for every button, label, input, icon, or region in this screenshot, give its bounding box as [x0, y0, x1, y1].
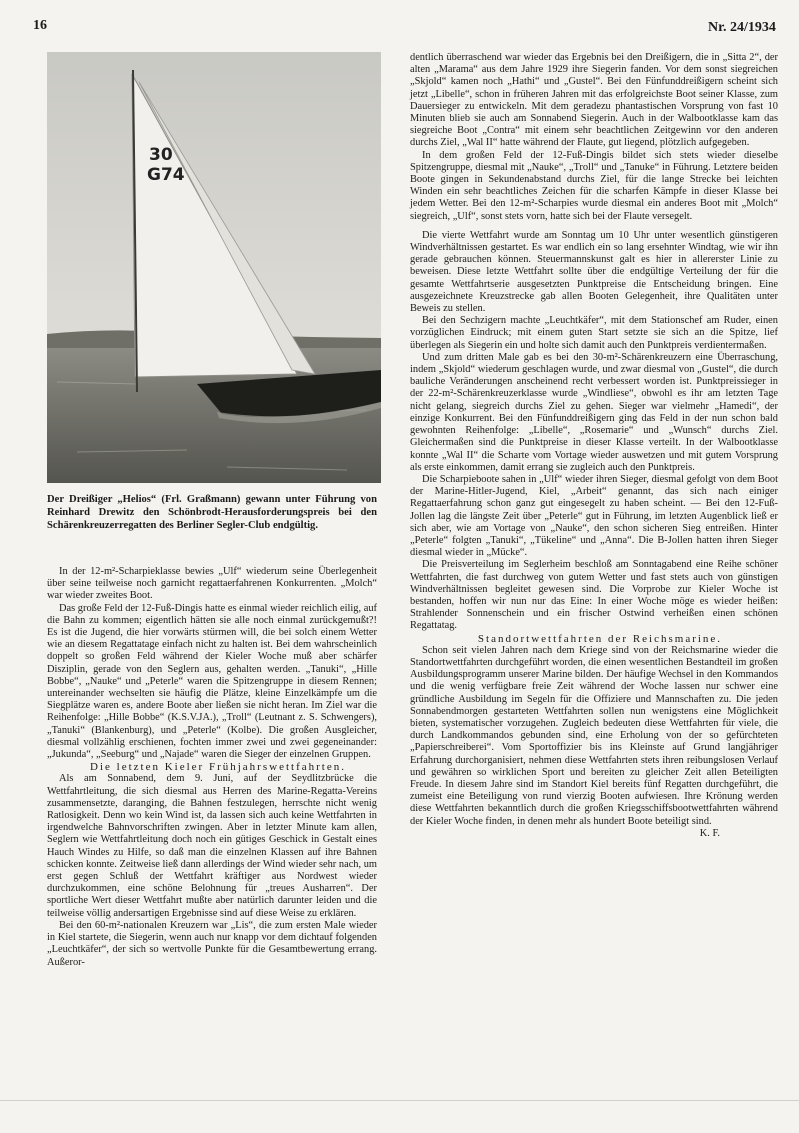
- page-number: 16: [33, 18, 47, 33]
- paragraph: In dem großen Feld der 12-Fuß-Dingis bildet sich stets wieder dieselbe Spitzengruppe, diesmal mit „Nauke“, „Troll“ und „Tanuke“ in Führung. Letztere beiden Boote gingen in Sekundenabstand durchs Ziel, für die lange Strecke bei leichten Winden ein sehr beachtliches Zeichen für die scharfen Kämpfe in dieser Klasse bei jedem Wetter. Bei den 12-m²-Scharpies wurde diesmal ein anderes Boot mit „Molch“ siegreich, „Ulf“, sonst stets vorn, hatte sich bei der Flaute versegelt.: [410, 149, 778, 222]
- paragraph: Schon seit vielen Jahren nach dem Kriege sind von der Reichsmarine wieder die Standortwettfahrten durchgeführt worden, die einen wesentlichen Bestandteil im großen Ausbildungsprogramm unserer Marine bilden. Der häufige Wechsel in den Kommandos und die wenig verfügbare freie Zeit während der Woche lassen nur schwer eine gründliche Ausbildung im Segeln für die Offiziere und Mannschaften zu. Die jeden Sonnabendmorgen gestarteten Wettfahrten sollen nun wenigstens eine Möglichkeit bieten, systematischer vorzugehen. Zugleich bedeuten diese Wettfahrten für viele, die durch Landkommandos gebunden sind, eine Erholung von der so gefürchteten „Papierschreiberei“. Vom Sportoffizier bis ins Kleinste auf Grund langjähriger Erfahrung durchorganisiert, nehmen diese Wettfahrten stets ihren reibungslosen Verlauf und gewähren so wirklichen Sport und bereiten zu gleicher Zeit allen Beteiligten Freude. In diesem Jahre sind im Standort Kiel bereits fünf Regatten durchgeführt, die zumeist eine Beteiligung von rund vierzig Booten aufwiesen. Ihre Krönung werden diese Wettfahrten bekanntlich durch die großen Kriegsschiffsbootwettfahrten während der Kieler Woche finden, in denen mehr als hundert Boote beteiligt sind.: [410, 644, 778, 827]
- photo-caption: Der Dreißiger „Helios“ (Frl. Graßmann) gewann unter Führung von Reinhard Drewitz den Schönbrodt-Herausforderungspreis bei den Schärenkreuzerregatten des Berliner Segler-Club endgültig.: [47, 494, 377, 531]
- paragraph: Die Scharpieboote sahen in „Ulf“ wieder ihren Sieger, diesmal gefolgt von dem Boot der Marine-Hitler-Jugend, Kiel, „Arbeit“ genannt, das sich nach einiger Regattaerfahrung schon ganz gut eingesegelt zu haben scheint. — Bei den 12-Fuß-Jollen lag die längste Zeit über „Peterle“ gut in Führung, im letzten Augenblick ließ er sich aber, wie am Vortage von „Nauke“, den schon sicheren Sieg entreißen. Hinter „Peterle“ folgten „Tanuki“, „Tükeline“ und „Anna“. Die B-Jollen hatten ihren Sieger diesmal wieder in „Mücke“.: [410, 473, 778, 559]
- paragraph: Bei den Sechzigern machte „Leuchtkäfer“, mit dem Stationschef am Ruder, einen vorzüglichen Eindruck; mit einem guten Start setzte sie sich an die Spitze, lief überlegen als Siegerin ein und holte sich damit auch den Punktpreis verdientermaßen.: [410, 315, 778, 351]
- section-heading: Die letzten Kieler Frühjahrswettfahrten.: [90, 761, 346, 774]
- sail-number-bottom: G74: [147, 165, 185, 185]
- paragraph: Die Preisverteilung im Seglerheim beschloß am Sonntagabend eine Reihe schöner Wettfahrten, die fast durchweg von gutem Wetter und fast stets auch von günstigen Windverhältnissen begleitet gewesen sind. Die Vorprobe zur Kieler Woche ist bestanden, hoffen wir nun nur das Eine: In einer Woche möge es wieder heißen: Strahlender Sonnenschein und ein frischer Ostwind verheißen einen schönen Regattatag.: [410, 559, 778, 632]
- left-column: [47, 566, 377, 969]
- issue-number: Nr. 24/1934: [708, 20, 776, 35]
- author-signature: K. F.: [699, 827, 720, 839]
- paragraph: Als am Sonnabend, dem 9. Juni, auf der Seydlitzbrücke die Wettfahrtleitung, die sich diesmal aus Herren des Marine-Regatta-Vereins zusammensetzte, daranging, die Bahnen festzulegen, herrschte nicht wenig Ratlosigkeit. Denn wo kein Wind ist, da lassen sich auch keine Wettfahrten in irgendwelche Bahnvorschriften zwingen. Aber in letzter Minute kam allen, Seglern wie Wettfahrtleitung doch noch ein gütiges Geschick in Gestalt eines Hauch Windes zu Hilfe, so daß man die einzelnen Klassen auf ihre Bahnen schicken konnte. Zeitweise ließ dann allerdings der Wind wieder sehr nach, um erst gegen Schluß der Wettfahrt kräftiger aus Nordwest wieder durchzukommen, eine schöne Belohnung für „treues Ausharren“. Der sportliche Wert dieser Wettfahrt mußte aber natürlich darunter leiden und die teilweise völlig andersartigen Ergebnisse sind auf diese Weise zu erklären.: [47, 773, 377, 919]
- right-column: [410, 52, 778, 840]
- paragraph: Und zum dritten Male gab es bei den 30-m²-Schärenkreuzern eine Überraschung, indem „Skjold“ wiederum geschlagen wurde, und zwar diesmal von „Gustel“, die durch bauliche Veränderungen anscheinend recht verbessert worden ist. Punktpreissieger in der 22-m²-Schärenkreuzerklasse wurde „Windliese“, obwohl es ihr am letzten Tage nicht gelang, siegreich durchs Ziel zu gehen. Sieger war vielmehr „Hamedi“, der einzige Konkurrent. Bei den Fünfunddreißigern ging das Feld in der nun schon bald gewohnten Reihenfolge: „Libelle“, „Rosemarie“ und „Wunsch“ durchs Ziel. Gleichermaßen sind die Punktpreise in dieser Klasse verteilt. In der Walbootklasse konnte „Wal II“ die Scharte vom Vortage wieder auswetzen und mit gutem Vorsprung als erste einkommen, damit errang sie zugleich auch den Punktpreis.: [410, 351, 778, 473]
- paragraph: Bei den 60-m²-nationalen Kreuzern war „Lis“, die zum ersten Male wieder in Kiel startete, die Siegerin, wenn auch nur knapp vor dem dichtauf folgenden „Leuchtkäfer“, der sich so wertvolle Punkte für die Gesamtbewertung errang. Außeror-: [47, 919, 377, 968]
- sailboat-photo: [47, 52, 381, 483]
- paragraph: Die vierte Wettfahrt wurde am Sonntag um 10 Uhr unter wesentlich günstigeren Windverhältnissen gestartet. Es war endlich ein so lang ersehnter Windtag, wie wir ihn gerade gebrauchen können. Steuermannskunst galt es hier in allererster Linie zu beweisen. Diese letzte Wettfahrt sollte über die endgültige Verteilung der für die gesamte Wettfahrtserie ausgesetzten Punktpreise die Entscheidung bringen. Eine ausgezeichnete Kreuzstrecke gab allen Booten Gelegenheit, ihre Qualitäten unter Beweis zu stellen.: [410, 229, 778, 315]
- page-bottom-edge: [0, 1100, 799, 1101]
- sail-number-top: 30: [149, 145, 173, 165]
- paragraph: In der 12-m²-Scharpieklasse bewies „Ulf“ wiederum seine Überlegenheit über seine teilweise noch garnicht regattaerfahrenen Konkurrenten. „Molch“ war wieder zweites Boot.: [47, 566, 377, 602]
- paragraph: dentlich überraschend war wieder das Ergebnis bei den Dreißigern, die in „Sitta 2“, der alten „Marama“ aus dem Jahre 1929 ihre Siegerin fanden. Vor dem sonst siegreichen „Skjold“ kamen noch „Hathi“ und „Gustel“. Bei den Fünfunddreißigern scheint sich jetzt „Libelle“, schon in früheren Jahren mit das erfolgreichste Boot seiner Klasse, zum Dauersieger zu entwickeln. Mit dem geradezu phantastischen Vorsprung von fast 10 Minuten blieb sie auch am Sonnabend Siegerin. Auch in der Walbootklasse kam das siegreiche Boot „Contra“ mit einem sehr beachtlichen Zeitgewinn vor den anderen durchs Ziel, „Wal II“ hatte während der Flaute, gut liegend, plötzlich aufgegeben.: [410, 52, 778, 149]
- paragraph: Das große Feld der 12-Fuß-Dingis hatte es einmal wieder reichlich eilig, auf die Bahn zu kommen; eigentlich hätten sie alle noch einmal zurückgemußt?! Es ist die Jugend, die hier vorwärts stürmen will, die bei solch einem Wetter wie an diesem Regattatage einfach nicht zu halten ist. Bei dem wahrscheinlich doppelt so großen Feld während der Kieler Woche muß aber schärfer Disziplin, gerade von den Seglern aus, gehalten werden. „Tanuki“, „Hille Bobbe“, „Nauke“ und „Peterle“ waren die Spitzengruppe in diesem Rennen; untereinander wechselten sie häufig die Plätze, kleine Einzelkämpfe um die Siegplätze waren es, andere Boote aber ließen sie nicht heran. Im Ziel war die Reihenfolge: „Hille Bobbe“ (K.S.V.JA.), „Troll“ (Leutnant z. S. Schwengers), „Tanuki“ (Blankenburg), und „Peterle“ (Kolbe). Die großen Ausgleicher, diesmal vollzählig erschienen, fochten immer zwei und zwei gegeneinander: „Jukunda“, „Seeburg“ und „Najade“ waren die Sieger der einzelnen Gruppen.: [47, 602, 377, 761]
- section-heading: Standortwettfahrten der Reichsmarine.: [477, 632, 723, 645]
